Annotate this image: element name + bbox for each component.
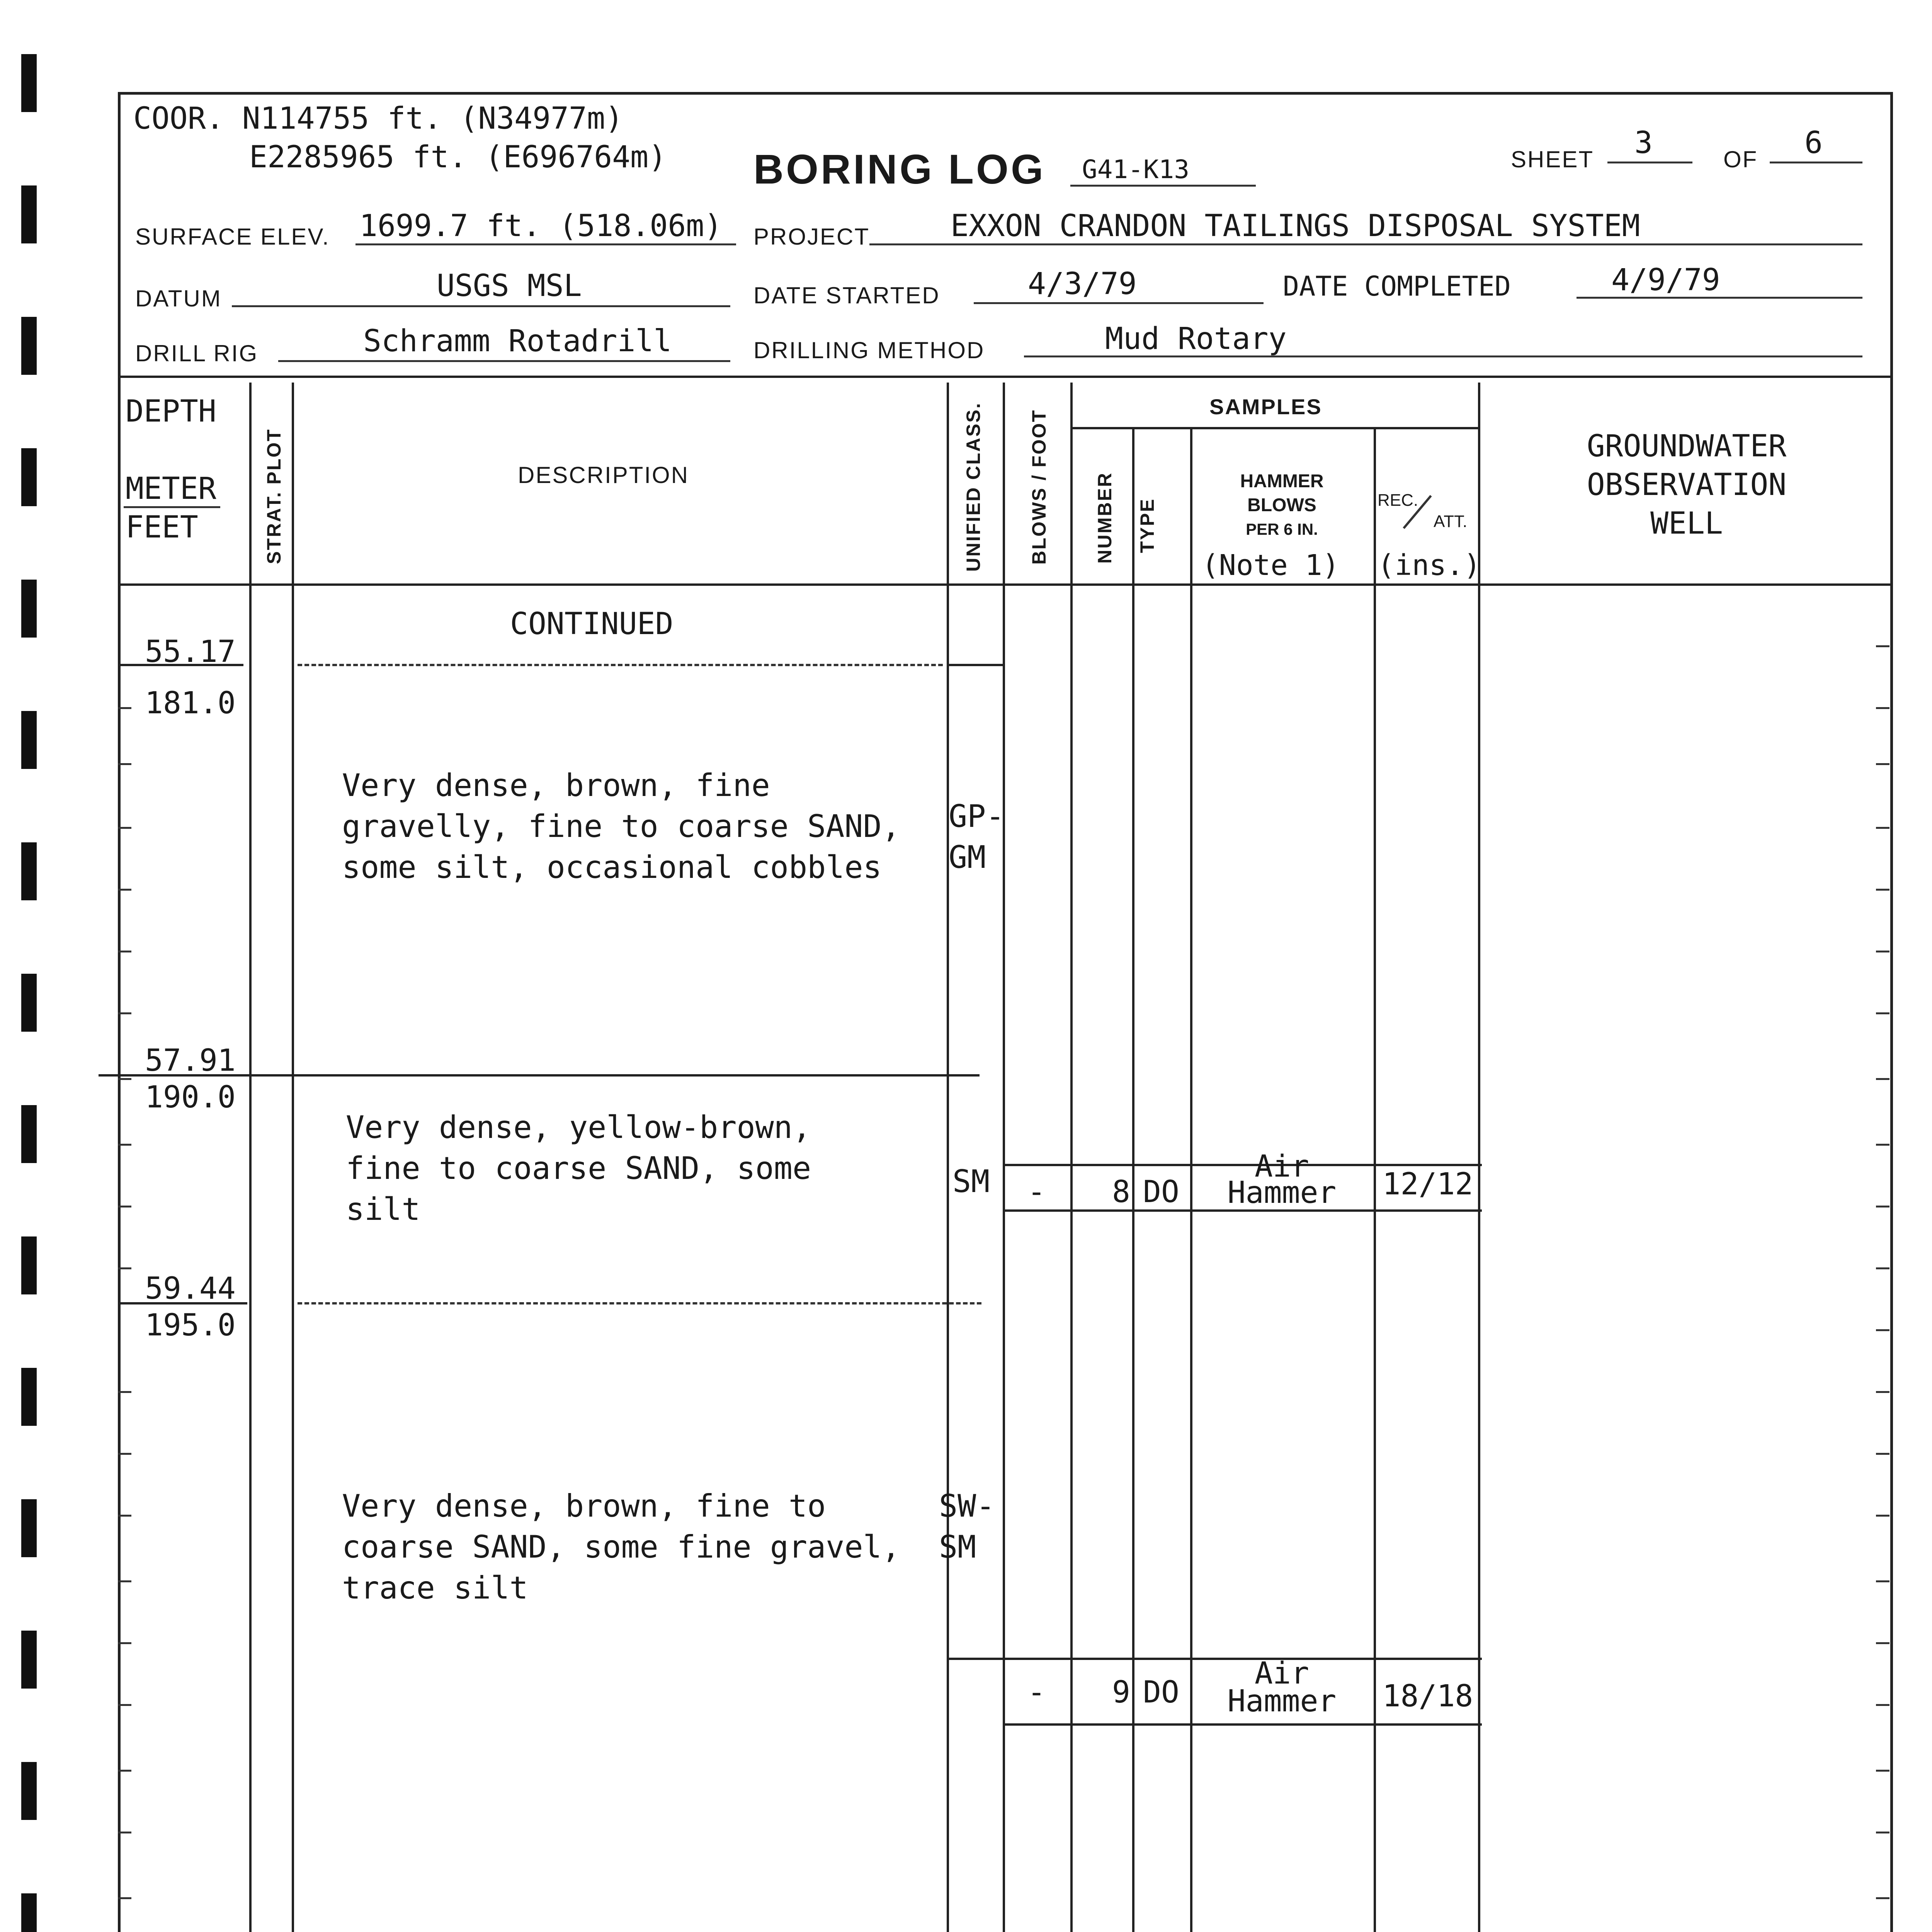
surface-elev-label: SURFACE ELEV. — [135, 224, 330, 250]
depth-meter-3: 59.44 — [145, 1271, 236, 1306]
binder-hole — [21, 1236, 37, 1294]
project-value: EXXON CRANDON TAILINGS DISPOSAL SYSTEM — [951, 209, 1640, 243]
layer-boundary — [99, 1074, 980, 1077]
groundwater-header: GROUNDWATER OBSERVATION WELL — [1587, 429, 1787, 541]
project-label: PROJECT — [753, 224, 870, 250]
number-header: NUMBER — [1094, 472, 1116, 564]
depth-feet-1: 181.0 — [145, 686, 236, 721]
blows-foot-header: BLOWS / FOOT — [1028, 409, 1050, 565]
strat-plot-header: STRAT. PLOT — [263, 428, 285, 564]
drilling-method-value: Mud Rotary — [1105, 321, 1287, 356]
date-started-label: DATE STARTED — [753, 282, 940, 308]
description-header: DESCRIPTION — [518, 462, 689, 488]
feet-header: FEET — [126, 510, 198, 545]
ins-header: (ins.) — [1378, 549, 1481, 582]
meter-header: METER — [126, 471, 216, 506]
boring-id: G41-K13 — [1082, 155, 1190, 184]
unified-class-value: GP- GM — [949, 798, 1005, 875]
binder-hole — [21, 1105, 37, 1163]
layer-description: Very dense, yellow-brown, fine to coarse SAND, some silt — [346, 1109, 811, 1227]
samples-header: SAMPLES — [1209, 395, 1322, 419]
sample-recovery: 18/18 — [1382, 1679, 1473, 1714]
depth-meter-1: 55.17 — [145, 634, 236, 669]
date-completed-value: 4/9/79 — [1611, 263, 1720, 298]
depth-meter-2: 57.91 — [145, 1043, 236, 1078]
coordinate-east: E2285965 ft. (E696764m) — [249, 140, 667, 175]
of-label: OF — [1723, 146, 1758, 172]
binder-hole — [21, 1893, 37, 1932]
att-header: ATT. — [1434, 512, 1468, 531]
hammer-blows-header: HAMMER BLOWS PER 6 IN. — [1240, 471, 1324, 538]
datum-value: USGS MSL — [437, 269, 582, 303]
sheet-total: 6 — [1804, 126, 1823, 160]
page-title: BORING LOG — [753, 146, 1046, 192]
sample-type: DO — [1143, 1175, 1179, 1209]
layer-boundary — [298, 1302, 981, 1304]
binder-hole — [21, 448, 37, 506]
drill-rig-label: DRILL RIG — [135, 340, 259, 366]
coordinate-north: COOR. N114755 ft. (N34977m) — [133, 101, 623, 136]
binder-hole — [21, 1499, 37, 1557]
sample-number: 9 — [1112, 1675, 1130, 1710]
binder-hole — [21, 1368, 37, 1426]
date-started-value: 4/3/79 — [1028, 267, 1137, 301]
sample-recovery: 12/12 — [1382, 1167, 1473, 1202]
form-border — [118, 92, 1893, 1932]
sample-type: DO — [1143, 1675, 1179, 1710]
sample-number: 8 — [1112, 1175, 1130, 1209]
unified-class-value: SM — [952, 1163, 990, 1199]
binder-hole — [21, 1762, 37, 1820]
binder-hole — [21, 580, 37, 638]
sample-blows-foot: - — [1027, 1175, 1046, 1209]
surface-elev-value: 1699.7 ft. (518.06m) — [359, 209, 723, 243]
depth-feet-2: 190.0 — [145, 1080, 236, 1115]
binder-hole — [21, 711, 37, 769]
sample-hammer: Air Hammer — [1227, 1149, 1337, 1210]
layer-boundary — [298, 664, 943, 666]
sample-hammer: Air Hammer — [1227, 1656, 1337, 1719]
sample-blows-foot: - — [1027, 1675, 1046, 1710]
type-header: TYPE — [1136, 498, 1158, 553]
binder-hole — [21, 1631, 37, 1689]
binder-hole — [21, 54, 37, 112]
date-completed-label: DATE COMPLETED — [1283, 270, 1511, 302]
binder-hole — [21, 185, 37, 243]
layer-description: Very dense, brown, fine to coarse SAND, some fine gravel, trace silt — [342, 1488, 900, 1606]
unified-class-value: SW- SM — [939, 1488, 995, 1565]
sheet-number: 3 — [1634, 126, 1653, 160]
continued-top: CONTINUED — [510, 607, 673, 641]
table-top-rule — [118, 376, 1890, 378]
drill-rig-value: Schramm Rotadrill — [363, 324, 672, 359]
binder-hole — [21, 842, 37, 900]
depth-feet-3: 195.0 — [145, 1308, 236, 1343]
sheet-label: SHEET — [1511, 146, 1594, 172]
depth-header: DEPTH — [126, 394, 216, 429]
hammer-note: (Note 1) — [1202, 549, 1340, 582]
binder-hole — [21, 317, 37, 375]
unified-class-header: UNIFIED CLASS. — [963, 402, 984, 572]
rec-header: REC. — [1378, 491, 1418, 510]
binder-hole — [21, 974, 37, 1032]
datum-label: DATUM — [135, 286, 222, 311]
layer-description: Very dense, brown, fine gravelly, fine to coarse SAND, some silt, occasional cobbles — [342, 767, 900, 885]
drilling-method-label: DRILLING METHOD — [753, 337, 985, 363]
